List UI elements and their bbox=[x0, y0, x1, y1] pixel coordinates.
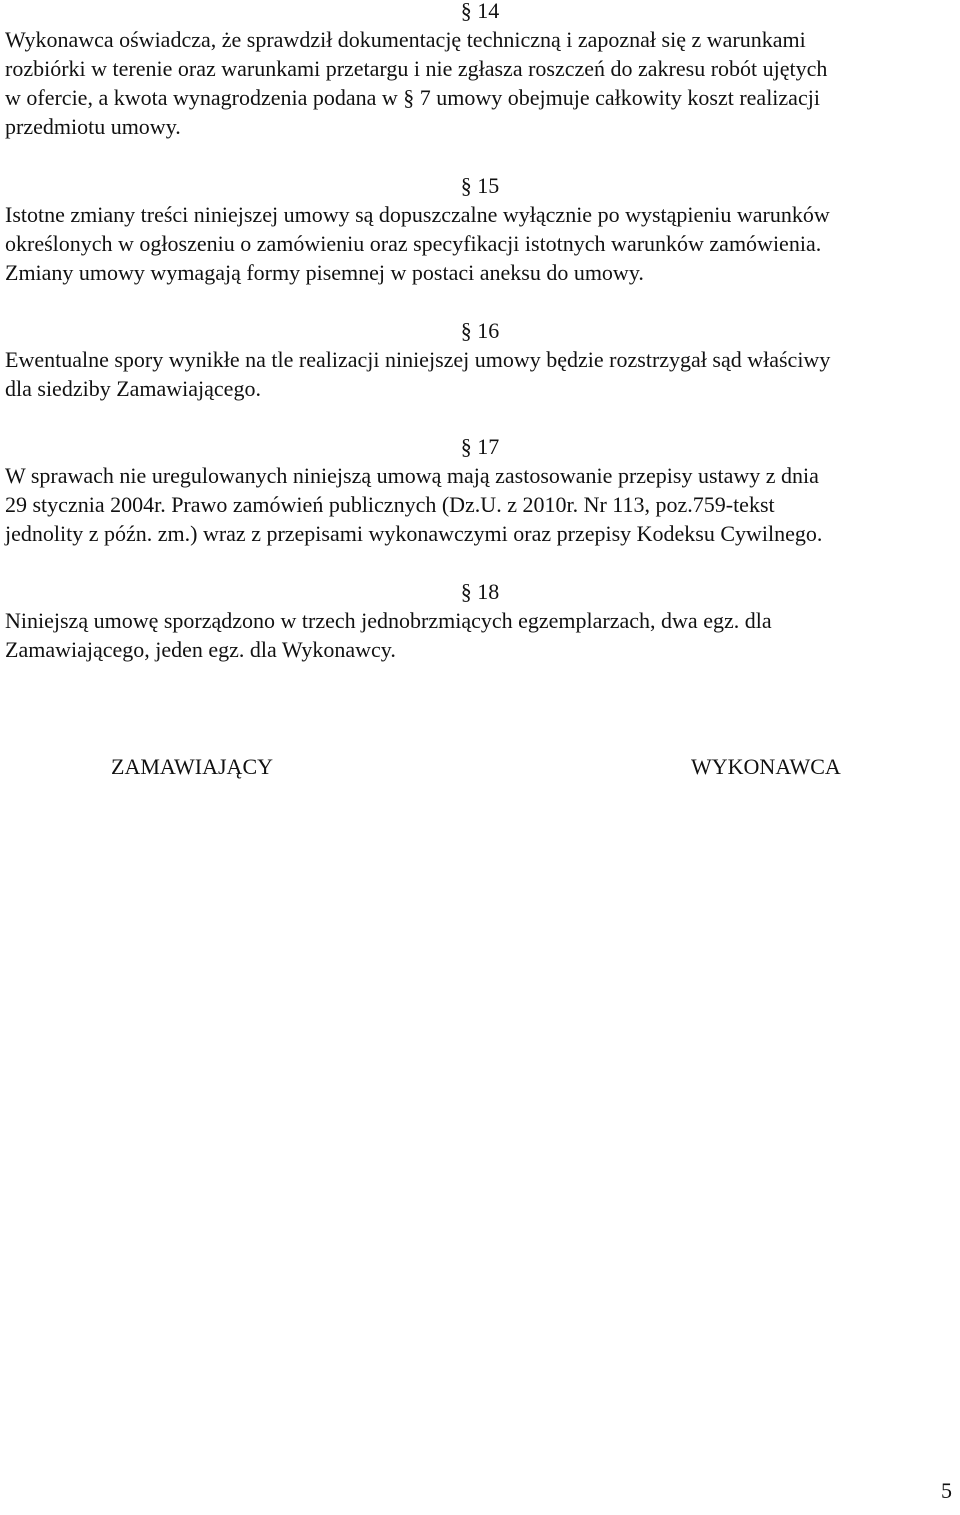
paragraph-line: w ofercie, a kwota wynagrodzenia podana w § 7 umowy obejmuje całkowity koszt realizacji bbox=[5, 85, 820, 110]
section-heading: § 14 bbox=[460, 0, 500, 23]
section-17 bbox=[5, 432, 955, 548]
paragraph-line: 29 stycznia 2004r. Prawo zamówień publicznych (Dz.U. z 2010r. Nr 113, poz.759-tekst bbox=[5, 492, 775, 517]
paragraph-line: rozbiórki w terenie oraz warunkami przetargu i nie zgłasza roszczeń do zakresu robót ujętych bbox=[5, 56, 828, 81]
section-18 bbox=[5, 577, 955, 664]
paragraph-line: jednolity z późn. zm.) wraz z przepisami wykonawczymi oraz przepisy Kodeksu Cywilnego. bbox=[5, 521, 823, 546]
section-heading: § 15 bbox=[460, 173, 500, 198]
section-15 bbox=[5, 171, 955, 287]
section-heading: § 16 bbox=[460, 318, 500, 343]
paragraph-line: Zamawiającego, jeden egz. dla Wykonawcy. bbox=[5, 637, 396, 662]
paragraph-line: Ewentualne spory wynikłe na tle realizacji niniejszej umowy będzie rozstrzygał sąd właściwy bbox=[5, 347, 831, 372]
page-number: 5 bbox=[941, 1478, 952, 1503]
section-14 bbox=[5, 0, 955, 141]
section-heading: § 18 bbox=[460, 579, 500, 604]
paragraph-line: Niniejszą umowę sporządzono w trzech jednobrzmiących egzemplarzach, dwa egz. dla bbox=[5, 608, 772, 633]
paragraph-line: Istotne zmiany treści niniejszej umowy są dopuszczalne wyłącznie po wystąpieniu warunków bbox=[5, 202, 830, 227]
section-16 bbox=[5, 316, 955, 403]
paragraph-line: określonych w ogłoszeniu o zamówieniu oraz specyfikacji istotnych warunków zamówienia. bbox=[5, 231, 822, 256]
paragraph-line: dla siedziby Zamawiającego. bbox=[5, 376, 261, 401]
paragraph-line: przedmiotu umowy. bbox=[5, 114, 181, 139]
paragraph-line: Wykonawca oświadcza, że sprawdził dokumentację techniczną i zapoznał się z warunkami bbox=[5, 27, 806, 52]
paragraph-line: W sprawach nie uregulowanych niniejszą umową mają zastosowanie przepisy ustawy z dnia bbox=[5, 463, 819, 488]
signature-zamawiajacy: ZAMAWIAJĄCY bbox=[111, 754, 274, 779]
paragraph-line: Zmiany umowy wymagają formy pisemnej w postaci aneksu do umowy. bbox=[5, 260, 644, 285]
signature-wykonawca: WYKONAWCA bbox=[691, 754, 841, 779]
section-heading: § 17 bbox=[460, 434, 500, 459]
